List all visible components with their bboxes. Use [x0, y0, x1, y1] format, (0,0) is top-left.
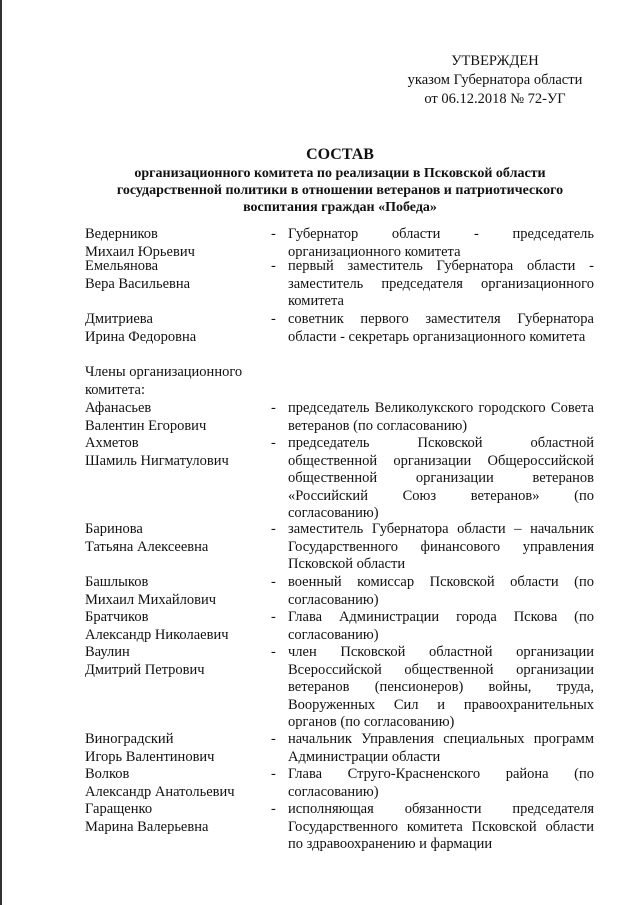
- given-names: Михаил Михайлович: [85, 591, 217, 608]
- surname: Афанасьев: [85, 400, 152, 416]
- surname: Емельянова: [85, 258, 159, 274]
- members-heading: Члены организационного комитета:: [85, 364, 243, 398]
- given-names: Шамиль Нигматулович: [85, 452, 229, 469]
- person-name: [85, 400, 270, 435]
- person-role: советник первого заместителя Губернатора области - секретарь организационного комитета: [288, 311, 594, 345]
- surname: Волков: [85, 766, 130, 782]
- person-name: [85, 311, 270, 346]
- person-role: Губернатор области - председатель организационного комитета: [288, 226, 594, 260]
- surname: Ваулин: [85, 644, 130, 660]
- dash-separator: -: [271, 521, 276, 537]
- person-role: председатель Псковской областной общественной организации Общероссийской общественной организации ветеранов «Российский Союз ветеранов» (по согласованию): [288, 435, 594, 521]
- dash-separator: -: [271, 311, 276, 327]
- person-role: начальник Управления специальных программ Администрации области: [288, 731, 594, 765]
- given-names: Игорь Валентинович: [85, 748, 215, 765]
- given-names: Марина Валерьевна: [85, 818, 209, 835]
- dash-separator: -: [271, 609, 276, 625]
- approval-heading: УТВЕРЖДЕН: [451, 53, 539, 69]
- document-title: [70, 145, 610, 216]
- surname: Дмитриева: [85, 311, 153, 327]
- dash-separator: -: [271, 644, 276, 660]
- person-role: исполняющая обязанности председателя Государственного комитета Псковской области по здравоохранению и фармации: [288, 801, 594, 852]
- person-role: Глава Струго-Красненского района (по согласованию): [288, 766, 594, 800]
- given-names: Вера Васильевна: [85, 275, 191, 292]
- given-names: Татьяна Алексеевна: [85, 538, 209, 555]
- approval-stamp: [395, 52, 595, 109]
- given-names: Дмитрий Петрович: [85, 661, 205, 678]
- title-line-2: государственной политики в отношении ветеранов и патриотического: [116, 183, 564, 198]
- dash-separator: -: [271, 258, 276, 274]
- surname: Виноградский: [85, 731, 174, 747]
- surname: Братчиков: [85, 609, 149, 625]
- person-name: [85, 258, 270, 293]
- dash-separator: -: [271, 766, 276, 782]
- person-role: военный комиссар Псковской области (по согласованию): [288, 574, 594, 608]
- person-name: [85, 574, 270, 609]
- given-names: Ирина Федоровна: [85, 328, 197, 345]
- title-line-3: воспитания граждан «Победа»: [243, 200, 437, 215]
- person-name: [85, 731, 270, 766]
- surname: Ведерников: [85, 226, 158, 242]
- approval-date: от 06.12.2018 № 72-УГ: [424, 91, 566, 107]
- person-role: председатель Великолукского городского Совета ветеранов (по согласованию): [288, 400, 594, 434]
- surname: Ахметов: [85, 435, 139, 451]
- dash-separator: -: [271, 226, 276, 242]
- surname: Гаращенко: [85, 801, 153, 817]
- person-name: [85, 644, 270, 679]
- person-name: [85, 521, 270, 556]
- title-line-1: организационного комитета по реализации в Псковской области: [134, 166, 546, 181]
- approval-decree: указом Губернатора области: [407, 72, 583, 88]
- dash-separator: -: [271, 801, 276, 817]
- person-name: [85, 801, 270, 836]
- surname: Баринова: [85, 521, 143, 537]
- person-role: первый заместитель Губернатора области - заместитель председателя организационного комитета: [288, 258, 594, 309]
- given-names: Михаил Юрьевич: [85, 243, 195, 260]
- surname: Башлыков: [85, 574, 149, 590]
- person-role: заместитель Губернатора области – начальник Государственного финансового управления Псковской области: [288, 521, 594, 572]
- person-role: член Псковской областной организации Всероссийской общественной организации ветеранов (пенсионеров) войны, труда, Вооруженных Сил и правоохранительных органов (по согласованию): [288, 644, 594, 730]
- dash-separator: -: [271, 731, 276, 747]
- person-name: [85, 609, 270, 644]
- given-names: Александр Анатольевич: [85, 783, 235, 800]
- given-names: Валентин Егорович: [85, 417, 207, 434]
- person-name: [85, 226, 270, 261]
- given-names: Александр Николаевич: [85, 626, 229, 643]
- person-role: Глава Администрации города Пскова (по согласованию): [288, 609, 594, 643]
- dash-separator: -: [271, 435, 276, 451]
- person-name: [85, 435, 270, 470]
- dash-separator: -: [271, 574, 276, 590]
- person-name: [85, 766, 270, 801]
- title-main: СОСТАВ: [306, 146, 374, 163]
- dash-separator: -: [271, 400, 276, 416]
- page-left-edge: [0, 0, 2, 905]
